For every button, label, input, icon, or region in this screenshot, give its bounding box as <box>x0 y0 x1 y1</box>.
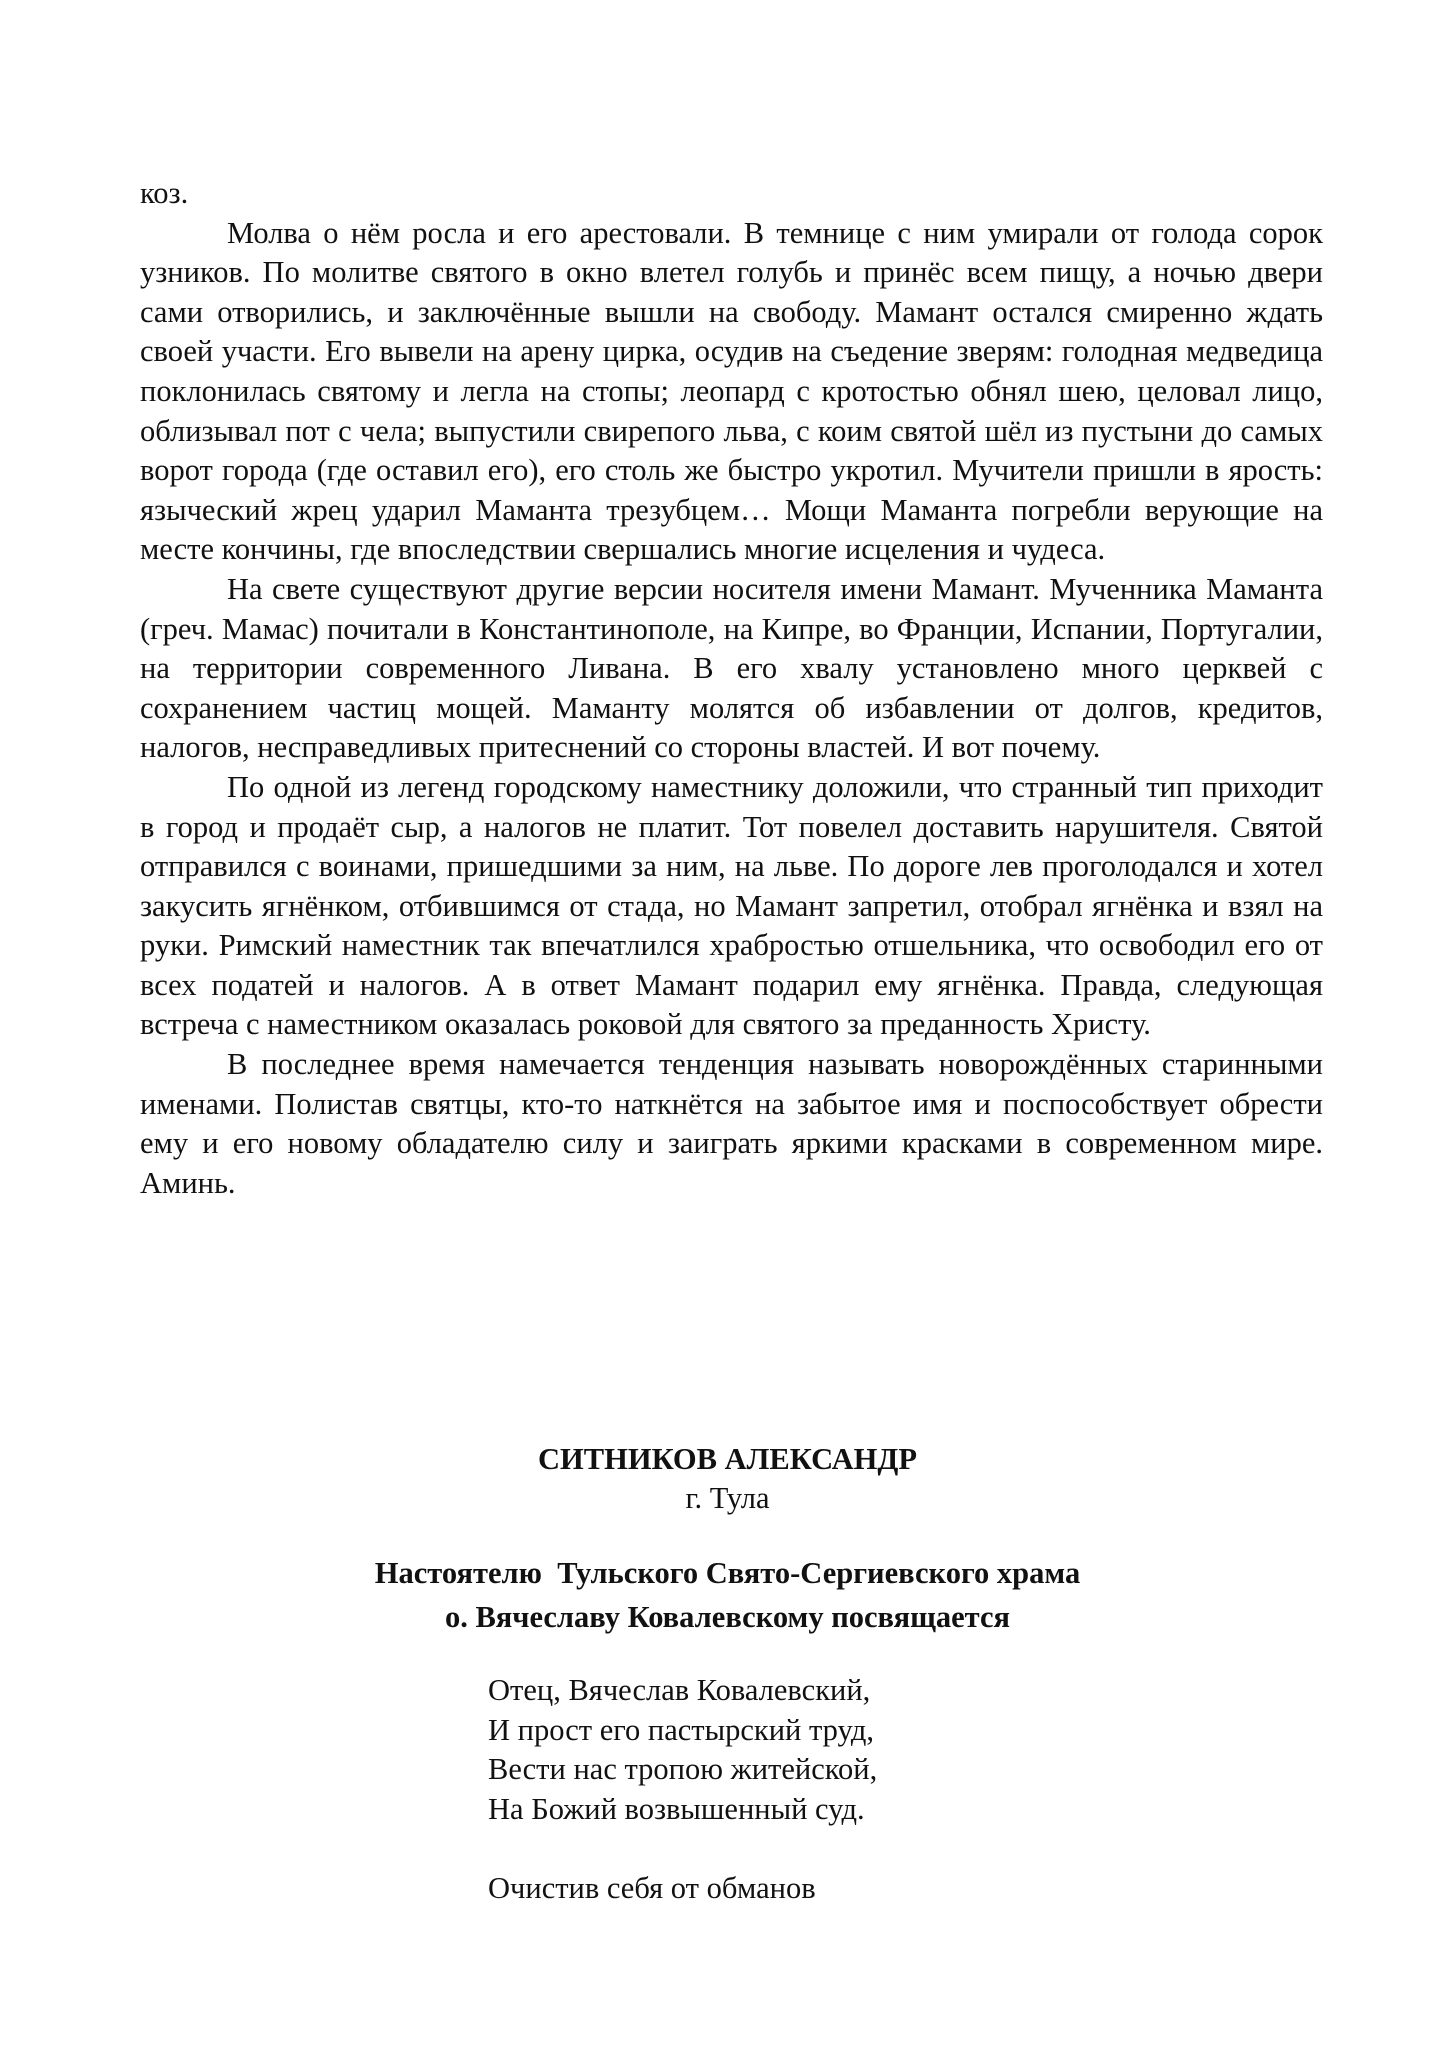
poem-line: Очистив себя от обманов <box>488 1870 816 1905</box>
poem-line: Вести нас тропою житейской, <box>488 1752 878 1786</box>
poem-line: На Божий возвышенный суд. <box>488 1791 865 1826</box>
author-city: г. Тула <box>685 1481 770 1515</box>
poem-line: И прост его пастырский труд, <box>488 1712 875 1747</box>
dedication-line-1: Настоятелю Тульского Свято-Сергиевского храма <box>374 1556 1081 1590</box>
poem-line: Отец, Вячеслав Ковалевский, <box>488 1673 871 1707</box>
stanza-break <box>488 1829 877 1869</box>
paragraph-conclusion: В последнее время намечается тенденция называть новорождённых старинными именами. Полистав святцы, кто-то наткнётся на забытое имя и поспособствует обрести ему и его новому обладателю силу и заиграть яркими красками в современном мире. Аминь. <box>140 1047 1323 1200</box>
poem <box>488 1671 877 1908</box>
paragraph-legend: По одной из легенд городскому наместнику доложили, что странный тип приходит в город и продаёт сыр, а налогов не платит. Тот повелел доставить нарушителя. Святой отправился с воинами, пришедшими за ним, на льве. По дороге лев проголодался и хотел закусить ягнёнком, отбившимся от стада, но Мамант запретил, отобрал ягнёнка и взял на руки. Римский наместник так впечатлился храбростью отшельника, что освободил его от всех податей и налогов. А в ответ Мамант подарил ему ягнёнка. Правда, следующая встреча с наместником оказалась роковой для святого за преданность Христу. <box>140 769 1323 1042</box>
author-name: СИТНИКОВ АЛЕКСАНДР <box>538 1442 917 1476</box>
continuation-line: коз. <box>140 176 189 210</box>
paragraph-prison-miracle: Молва о нём росла и его арестовали. В темнице с ним умирали от голода сорок узников. По молитве святого в окно влетел голубь и принёс всем пищу, а ночью двери сами отворились, и заключённые вышли на свободу. Мамант остался смиренно ждать своей участи. Его вывели на арену цирка, осудив на съедение зверям: голодная медведица поклонилась святому и легла на стопы; леопард с кротостью обнял шею, целовал лицо, облизывал пот с чела; выпустили свирепого льва, с коим святой шёл из пустыни до самых ворот города (где оставил его), его столь же быстро укротил. Мучители пришли в ярость: языческий жрец ударил Маманта трезубцем… Мощи Маманта погребли верующие на месте кончины, где впоследствии свершались многие исцеления и чудеса. <box>140 215 1323 567</box>
paragraph-versions: На свете существуют другие версии носителя имени Мамант. Мученника Маманта (греч. Мамас) почитали в Константинополе, на Кипре, во Франции, Испании, Португалии, на территории современного Ливана. В его хвалу установлено много церквей с сохранением частиц мощей. Маманту молятся об избавлении от долгов, кредитов, налогов, несправедливых притеснений со стороны властей. И вот почему. <box>140 571 1323 765</box>
poem-dedication <box>0 1551 1455 1639</box>
dedication-line-2: о. Вячеславу Ковалевскому посвящается <box>444 1600 1011 1634</box>
author-heading <box>0 1440 1455 1518</box>
prose-section <box>140 174 1323 1203</box>
